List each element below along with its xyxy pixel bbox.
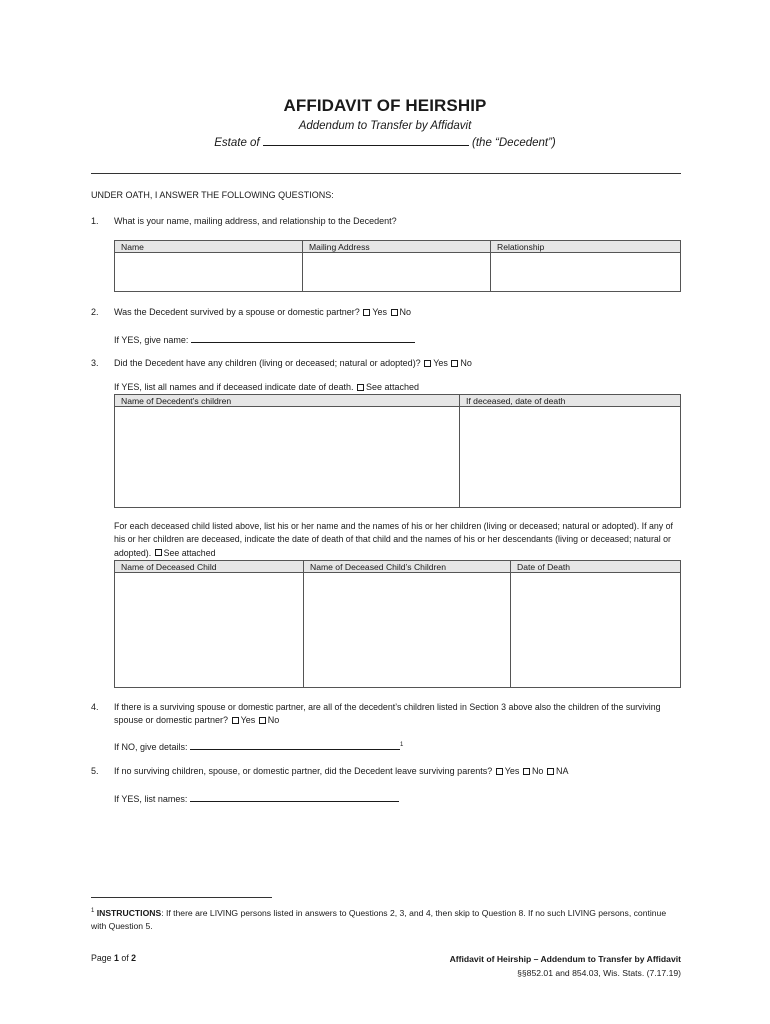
q3-line: [114, 358, 472, 368]
q2-yes-label: Yes: [372, 307, 387, 317]
estate-name-field[interactable]: [263, 136, 469, 146]
q1-header-relationship: Relationship: [491, 241, 681, 253]
q3-text: Did the Decedent have any children (living or deceased; natural or adopted)?: [114, 358, 421, 368]
q5-yes-checkbox[interactable]: [496, 768, 503, 775]
q3-list-line: [114, 382, 419, 392]
q1-text: What is your name, mailing address, and relationship to the Decedent?: [114, 216, 397, 226]
header-divider: [91, 173, 681, 174]
q5-text: If no surviving children, spouse, or domestic partner, did the Decedent leave surviving parents?: [114, 766, 493, 776]
q3-see-attached-2-checkbox[interactable]: [155, 549, 162, 556]
footnote-label: INSTRUCTIONS: [96, 907, 162, 918]
q4-yes-label: Yes: [240, 715, 256, 725]
q5-no-checkbox[interactable]: [523, 768, 530, 775]
intro-text: UNDER OATH, I ANSWER THE FOLLOWING QUESTIONS:: [91, 190, 334, 200]
document-title: AFFIDAVIT OF HEIRSHIP: [283, 96, 487, 115]
q3-number: 3.: [91, 358, 99, 368]
q2-line: [114, 307, 411, 317]
page-number: [91, 953, 136, 963]
page-current: 1: [114, 953, 119, 963]
q1-header-address: Mailing Address: [303, 241, 491, 253]
q2-no-label: No: [399, 307, 412, 317]
page-prefix: Page: [91, 953, 112, 963]
footer-statute: §§852.01 and 854.03, Wis. Stats. (7.17.19): [517, 967, 681, 978]
q4-text-line1: If there is a surviving spouse or domestic partner, are all of the decedent’s children listed in Section 3 above also the children of the surviving: [114, 702, 661, 712]
children-header-name: Name of Decedent’s children: [115, 395, 460, 407]
q4-follow-label: If NO, give details:: [114, 742, 188, 752]
q3-deceased-text: For each deceased child listed above, list his or her name and the names of his or her children (living or deceased; natural or adopted). If any of his or her children are deceased, indicate the date of death of that child and the names of his or her descendants (living or deceased; natural or adopted).: [114, 521, 673, 558]
q3-see-attached-2-label: See attached: [163, 547, 216, 558]
deceased-child-cell[interactable]: [115, 573, 304, 688]
q4-text-line2: spouse or domestic partner?: [114, 715, 229, 725]
children-header-death: If deceased, date of death: [460, 395, 681, 407]
q2-yes-checkbox[interactable]: [363, 309, 370, 316]
q5-number: 5.: [91, 766, 99, 776]
q2-follow-line: [114, 333, 415, 345]
q1-address-cell[interactable]: [303, 253, 491, 292]
page-total: 2: [131, 953, 137, 963]
children-table: [114, 394, 681, 508]
deceased-date-cell[interactable]: [511, 573, 681, 688]
q1-table: [114, 240, 681, 292]
q2-no-checkbox[interactable]: [391, 309, 398, 316]
q1-name-cell[interactable]: [115, 253, 303, 292]
q5-yes-label: Yes: [504, 766, 520, 776]
estate-suffix: (the “Decedent”): [472, 137, 556, 149]
q2-text: Was the Decedent survived by a spouse or domestic partner?: [114, 307, 360, 317]
q2-follow-label: If YES, give name:: [114, 335, 189, 345]
q1-number: 1.: [91, 216, 99, 226]
q5-na-checkbox[interactable]: [547, 768, 554, 775]
q5-no-label: No: [531, 766, 544, 776]
footer-info: [450, 953, 681, 980]
q2-number: 2.: [91, 307, 99, 317]
q5-follow-label: If YES, list names:: [114, 794, 188, 804]
q4-number: 4.: [91, 702, 99, 712]
q4-details-field[interactable]: [190, 740, 400, 750]
q4-no-label: No: [267, 715, 280, 725]
deceased-children-table: [114, 560, 681, 688]
footnote-text: : If there are LIVING persons listed in answers to Questions 2, 3, and 4, then skip to Question 8. If no such LIVING persons, continue with Question 5.: [91, 907, 667, 932]
q4-line2: [114, 715, 279, 725]
q3-no-checkbox[interactable]: [451, 360, 458, 367]
deceased-children-cell[interactable]: [304, 573, 511, 688]
q5-na-label: NA: [555, 766, 569, 776]
q3-deceased-paragraph: [114, 520, 681, 560]
deceased-header-child: Name of Deceased Child: [115, 561, 304, 573]
deceased-header-date: Date of Death: [511, 561, 681, 573]
page-of: of: [121, 953, 129, 963]
q3-see-attached-checkbox[interactable]: [357, 384, 364, 391]
children-name-cell[interactable]: [115, 407, 460, 508]
q4-footnote-marker: 1: [400, 742, 404, 748]
q4-follow-line: [114, 740, 403, 752]
q3-see-attached-label: See attached: [366, 382, 420, 392]
children-death-cell[interactable]: [460, 407, 681, 508]
q3-no-label: No: [460, 358, 472, 368]
q5-line: [114, 766, 568, 776]
spouse-name-field[interactable]: [191, 333, 415, 343]
parent-names-field[interactable]: [190, 792, 399, 802]
footnote-marker: 1: [91, 908, 95, 914]
q5-follow-line: [114, 792, 399, 804]
q3-list-instruction: If YES, list all names and if deceased indicate date of death.: [114, 382, 354, 392]
footnote: [91, 905, 681, 933]
q1-relationship-cell[interactable]: [491, 253, 681, 292]
footnote-divider: [91, 897, 272, 898]
document-subtitle: Addendum to Transfer by Affidavit: [298, 120, 472, 132]
deceased-header-children: Name of Deceased Child’s Children: [304, 561, 511, 573]
q4-no-checkbox[interactable]: [259, 717, 266, 724]
q4-yes-checkbox[interactable]: [232, 717, 239, 724]
q1-header-name: Name: [115, 241, 303, 253]
estate-line: [0, 136, 770, 149]
q3-yes-label: Yes: [433, 358, 448, 368]
estate-prefix: Estate of: [214, 137, 260, 149]
footer-doc-title: Affidavit of Heirship – Addendum to Transfer by Affidavit: [449, 954, 681, 964]
q3-yes-checkbox[interactable]: [424, 360, 431, 367]
